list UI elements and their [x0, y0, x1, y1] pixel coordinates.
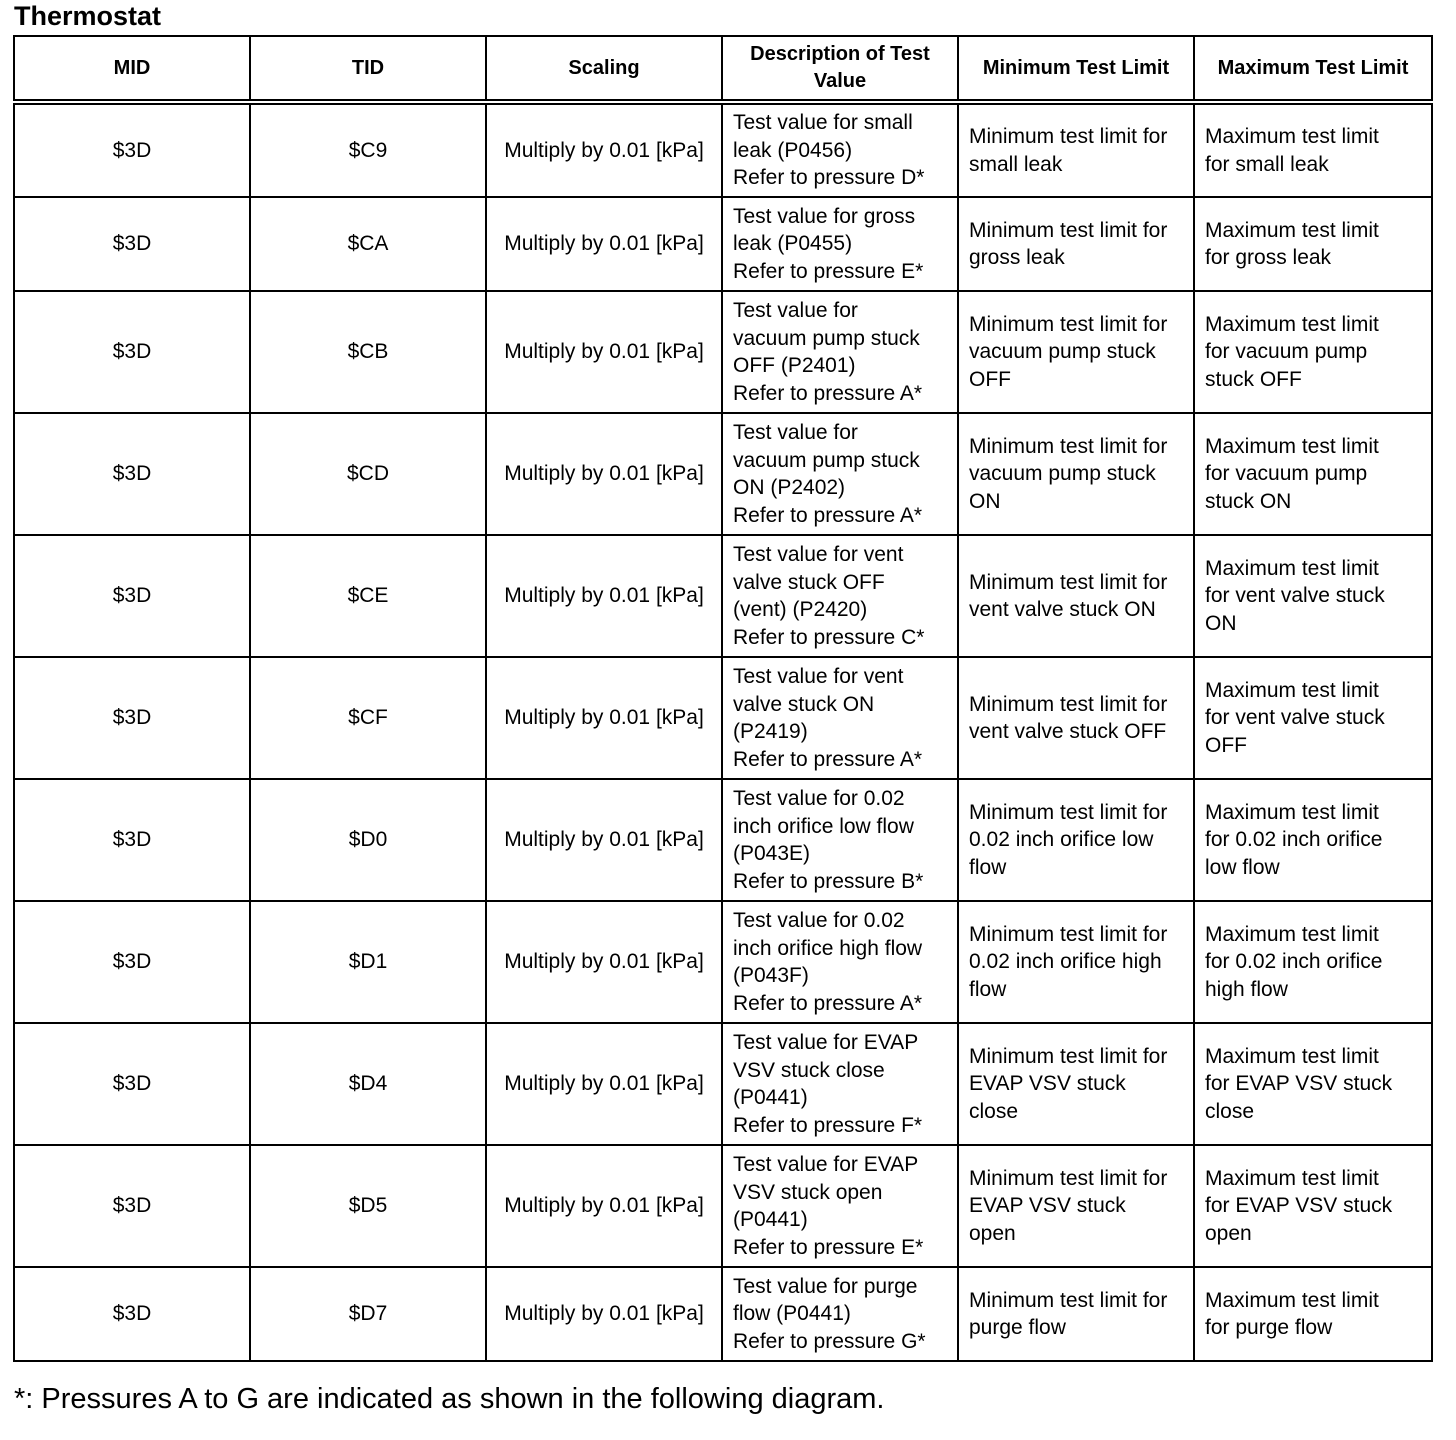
cell-line: gross leak: [969, 246, 1065, 269]
cell-line: inch orifice low flow: [733, 814, 914, 838]
cell-line: Maximum test limit: [1205, 1288, 1379, 1312]
cell-scaling: Multiply by 0.01 [kPa]: [486, 535, 722, 657]
cell-line: Maximum test limit: [1205, 556, 1379, 580]
cell-line: Refer to pressure D*: [733, 166, 925, 190]
cell-maximum-test-limit: [1194, 197, 1432, 291]
cell-line: vent valve stuck OFF: [969, 720, 1167, 743]
cell-line: Minimum test limit for: [969, 125, 1168, 148]
cell-line: Minimum test limit for: [969, 800, 1168, 824]
cell-line: VSV stuck open: [733, 1180, 883, 1204]
cell-line: for vent valve stuck: [1205, 706, 1385, 730]
cell-line: Refer to pressure A*: [733, 381, 923, 405]
cell-mid: $3D: [14, 1267, 250, 1361]
cell-tid: $D0: [250, 779, 486, 901]
cell-line: Refer to pressure E*: [733, 259, 924, 283]
cell-mid: $3D: [14, 291, 250, 413]
table-row: [14, 197, 1432, 291]
cell-line: Test value for 0.02: [733, 787, 905, 810]
table-header-row: [14, 36, 1432, 102]
table-row: [14, 535, 1432, 657]
cell-line: Test value for vent: [733, 543, 904, 566]
cell-mid: $3D: [14, 102, 250, 197]
cell-line: leak (P0456): [733, 138, 853, 162]
cell-tid: $CE: [250, 535, 486, 657]
cell-tid: $CA: [250, 197, 486, 291]
cell-line: Test value for: [733, 421, 858, 444]
cell-description: [722, 657, 958, 779]
cell-description: [722, 535, 958, 657]
cell-mid: $3D: [14, 535, 250, 657]
table-row: [14, 1267, 1432, 1361]
header-description: Description of Test Value: [722, 36, 958, 102]
cell-line: Minimum test limit for: [969, 922, 1168, 946]
cell-line: (P0441): [733, 1086, 808, 1109]
cell-mid: $3D: [14, 413, 250, 535]
cell-line: Maximum test limit: [1205, 125, 1379, 148]
cell-line: Refer to pressure A*: [733, 991, 923, 1015]
cell-minimum-test-limit: [958, 102, 1194, 197]
cell-minimum-test-limit: [958, 1267, 1194, 1361]
cell-scaling: Multiply by 0.01 [kPa]: [486, 1023, 722, 1145]
cell-line: stuck ON: [1205, 489, 1292, 513]
cell-line: (P0441): [733, 1208, 808, 1231]
cell-line: 0.02 inch orifice low: [969, 828, 1154, 852]
cell-line: vacuum pump stuck: [969, 340, 1156, 364]
cell-line: OFF (P2401): [733, 354, 856, 377]
cell-minimum-test-limit: [958, 1145, 1194, 1267]
cell-mid: $3D: [14, 901, 250, 1023]
cell-mid: $3D: [14, 779, 250, 901]
cell-tid: $CB: [250, 291, 486, 413]
cell-line: ON (P2402): [733, 476, 846, 499]
cell-line: Test value for small: [733, 111, 913, 135]
header-minimum-test-limit: Minimum Test Limit: [958, 36, 1194, 102]
table-row: [14, 657, 1432, 779]
cell-line: vent valve stuck ON: [969, 598, 1156, 621]
cell-line: valve stuck OFF: [733, 570, 885, 594]
cell-maximum-test-limit: [1194, 1145, 1432, 1267]
cell-line: Refer to pressure F*: [733, 1113, 923, 1137]
cell-minimum-test-limit: [958, 291, 1194, 413]
cell-mid: $3D: [14, 1023, 250, 1145]
cell-tid: $D1: [250, 901, 486, 1023]
cell-scaling: Multiply by 0.01 [kPa]: [486, 779, 722, 901]
cell-minimum-test-limit: [958, 901, 1194, 1023]
cell-description: [722, 413, 958, 535]
table-row: [14, 1023, 1432, 1145]
cell-line: for EVAP VSV stuck: [1205, 1194, 1393, 1218]
cell-line: Test value for EVAP: [733, 1031, 919, 1054]
header-tid: TID: [250, 36, 486, 102]
cell-line: low flow: [1205, 855, 1280, 879]
cell-line: inch orifice high flow: [733, 936, 923, 960]
cell-line: Test value for gross: [733, 204, 916, 228]
cell-description: [722, 291, 958, 413]
cell-maximum-test-limit: [1194, 535, 1432, 657]
cell-maximum-test-limit: [1194, 901, 1432, 1023]
cell-line: flow: [969, 977, 1007, 1001]
table-row: [14, 1145, 1432, 1267]
cell-line: Maximum test limit: [1205, 1166, 1379, 1190]
cell-scaling: Multiply by 0.01 [kPa]: [486, 291, 722, 413]
cell-tid: $D7: [250, 1267, 486, 1361]
cell-line: Test value for: [733, 299, 858, 322]
cell-tid: $D4: [250, 1023, 486, 1145]
cell-line: flow: [969, 855, 1007, 879]
cell-line: for EVAP VSV stuck: [1205, 1072, 1393, 1096]
cell-line: Refer to pressure G*: [733, 1329, 926, 1353]
cell-line: Test value for 0.02: [733, 909, 905, 932]
cell-line: VSV stuck close: [733, 1058, 885, 1082]
cell-line: Refer to pressure C*: [733, 625, 925, 649]
cell-line: Minimum test limit for: [969, 1166, 1168, 1190]
cell-line: for vent valve stuck: [1205, 584, 1385, 608]
cell-description: [722, 197, 958, 291]
cell-line: Minimum test limit for: [969, 218, 1168, 242]
table-row: [14, 102, 1432, 197]
cell-line: vacuum pump stuck: [733, 448, 920, 472]
cell-minimum-test-limit: [958, 413, 1194, 535]
cell-line: 0.02 inch orifice high: [969, 950, 1162, 974]
test-limits-table: [13, 35, 1433, 1362]
cell-line: Minimum test limit for: [969, 312, 1168, 336]
cell-line: Maximum test limit: [1205, 678, 1379, 702]
cell-line: (P043F): [733, 964, 809, 987]
cell-line: Test value for EVAP: [733, 1153, 919, 1176]
cell-maximum-test-limit: [1194, 1267, 1432, 1361]
cell-line: vacuum pump stuck: [969, 462, 1156, 486]
cell-mid: $3D: [14, 657, 250, 779]
cell-tid: $C9: [250, 102, 486, 197]
cell-line: Maximum test limit: [1205, 1044, 1379, 1068]
cell-line: open: [1205, 1221, 1252, 1245]
cell-minimum-test-limit: [958, 1023, 1194, 1145]
cell-line: Refer to pressure A*: [733, 747, 923, 771]
cell-tid: $D5: [250, 1145, 486, 1267]
cell-line: flow (P0441): [733, 1302, 851, 1326]
cell-line: Refer to pressure E*: [733, 1235, 924, 1259]
cell-tid: $CF: [250, 657, 486, 779]
cell-line: EVAP VSV stuck: [969, 1194, 1126, 1218]
cell-maximum-test-limit: [1194, 779, 1432, 901]
cell-line: ON: [1205, 611, 1237, 635]
cell-mid: $3D: [14, 1145, 250, 1267]
cell-line: Minimum test limit for: [969, 570, 1168, 594]
cell-line: Minimum test limit for: [969, 1288, 1168, 1312]
cell-minimum-test-limit: [958, 779, 1194, 901]
cell-line: open: [969, 1221, 1016, 1245]
cell-scaling: Multiply by 0.01 [kPa]: [486, 102, 722, 197]
cell-line: Minimum test limit for: [969, 692, 1168, 716]
page-title: Thermostat: [14, 1, 162, 31]
cell-mid: $3D: [14, 197, 250, 291]
cell-description: [722, 901, 958, 1023]
cell-line: (P2419): [733, 720, 808, 743]
table-row: [14, 413, 1432, 535]
header-maximum-test-limit: Maximum Test Limit: [1194, 36, 1432, 102]
cell-maximum-test-limit: [1194, 102, 1432, 197]
cell-scaling: Multiply by 0.01 [kPa]: [486, 1267, 722, 1361]
cell-line: EVAP VSV stuck: [969, 1072, 1126, 1096]
table-row: [14, 901, 1432, 1023]
cell-line: close: [1205, 1099, 1255, 1123]
cell-line: (vent) (P2420): [733, 598, 868, 621]
cell-line: for vacuum pump: [1205, 340, 1368, 364]
cell-line: ON: [969, 489, 1001, 513]
cell-line: vacuum pump stuck: [733, 326, 920, 350]
cell-line: OFF: [969, 367, 1011, 391]
cell-line: for small leak: [1205, 152, 1329, 176]
cell-line: Minimum test limit for: [969, 1044, 1168, 1068]
cell-line: high flow: [1205, 977, 1288, 1001]
cell-line: small leak: [969, 152, 1063, 176]
header-scaling: Scaling: [486, 36, 722, 102]
cell-line: leak (P0455): [733, 232, 853, 256]
cell-minimum-test-limit: [958, 197, 1194, 291]
cell-description: [722, 1267, 958, 1361]
cell-scaling: Multiply by 0.01 [kPa]: [486, 413, 722, 535]
cell-scaling: Multiply by 0.01 [kPa]: [486, 657, 722, 779]
cell-minimum-test-limit: [958, 657, 1194, 779]
cell-line: for 0.02 inch orifice: [1205, 950, 1383, 974]
cell-scaling: Multiply by 0.01 [kPa]: [486, 197, 722, 291]
cell-line: Maximum test limit: [1205, 218, 1379, 242]
cell-scaling: Multiply by 0.01 [kPa]: [486, 901, 722, 1023]
cell-description: [722, 779, 958, 901]
cell-line: for gross leak: [1205, 246, 1332, 269]
cell-line: Minimum test limit for: [969, 434, 1168, 458]
cell-line: purge flow: [969, 1316, 1066, 1339]
cell-maximum-test-limit: [1194, 413, 1432, 535]
cell-maximum-test-limit: [1194, 657, 1432, 779]
cell-description: [722, 1023, 958, 1145]
cell-line: Maximum test limit: [1205, 922, 1379, 946]
cell-line: Test value for purge: [733, 1274, 918, 1298]
cell-maximum-test-limit: [1194, 291, 1432, 413]
cell-tid: $CD: [250, 413, 486, 535]
cell-line: for vacuum pump: [1205, 462, 1368, 486]
cell-line: Maximum test limit: [1205, 312, 1379, 336]
table-body: [14, 102, 1432, 1361]
table-row: [14, 291, 1432, 413]
cell-scaling: Multiply by 0.01 [kPa]: [486, 1145, 722, 1267]
footnote: *: Pressures A to G are indicated as shown in the following diagram.: [14, 1383, 885, 1415]
table-row: [14, 779, 1432, 901]
cell-minimum-test-limit: [958, 535, 1194, 657]
header-mid: MID: [14, 36, 250, 102]
cell-line: Test value for vent: [733, 665, 904, 688]
cell-line: Refer to pressure A*: [733, 503, 923, 527]
cell-line: stuck OFF: [1205, 367, 1302, 391]
cell-line: for purge flow: [1205, 1316, 1333, 1339]
cell-description: [722, 102, 958, 197]
cell-description: [722, 1145, 958, 1267]
cell-maximum-test-limit: [1194, 1023, 1432, 1145]
cell-line: Maximum test limit: [1205, 800, 1379, 824]
cell-line: Refer to pressure B*: [733, 869, 924, 893]
cell-line: for 0.02 inch orifice: [1205, 828, 1383, 852]
cell-line: OFF: [1205, 733, 1247, 757]
cell-line: valve stuck ON: [733, 692, 875, 716]
cell-line: close: [969, 1099, 1019, 1123]
cell-line: (P043E): [733, 842, 811, 865]
cell-line: Maximum test limit: [1205, 434, 1379, 458]
